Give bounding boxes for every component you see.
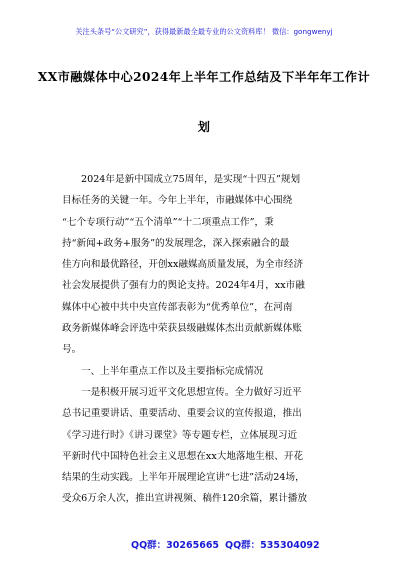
footer-qq-group-1: QQ群：30265665 [131, 540, 220, 551]
body-line: 媒体中心被中共中央宣传部表彰为“优秀单位”，在河南 [62, 301, 293, 313]
body-line: 结果的生动实践。上半年开展理论宣讲“七进”活动24场， [62, 472, 305, 484]
body-line: 佳方向和最优路径，开创xx融媒高质量发展，为全市经济 [62, 259, 304, 271]
body-line: 一是积极开展习近平文化思想宣传。全力做好习近平 [81, 386, 302, 398]
document-title-line-1: XX市融媒体中心2024年上半年工作总结及下半年年工作计 [37, 70, 371, 84]
body-line: 2024年是新中国成立75周年，是实现“十四五”规划 [81, 174, 301, 185]
body-line: 持“新闻+政务+服务”的发展理念，深入探索融合的最 [62, 237, 290, 249]
document-title-line-2: 划 [197, 120, 211, 134]
body-line: 受众6万余人次，推出宣讲视频、稿件120余篇，累计播放 [62, 493, 308, 505]
body-line: “七个专项行动”“五个清单”“十二项重点工作”，秉 [62, 216, 274, 228]
body-line: 目标任务的关键一年。今年上半年，市融媒体中心围绕 [62, 195, 293, 207]
body-line: 平新时代中国特色社会主义思想在xx大地落地生根、开花 [62, 450, 304, 462]
section-heading: 一、上半年重点工作以及主要指标完成情况 [81, 365, 264, 377]
body-line: 社会发展提供了强有力的舆论支持。2024年4月，xx市融 [62, 280, 305, 292]
body-line: 政务新媒体峰会评选中荣获县级融媒体杰出贡献新媒体账 [62, 323, 302, 335]
body-line: 号。 [62, 344, 82, 356]
body-line: 《学习进行时》《讲习课堂》等专题专栏，立体展现习近 [62, 429, 298, 441]
document-body [62, 169, 348, 510]
body-line: 总书记重要讲话、重要活动、重要会议的宣传报道，推出 [62, 408, 302, 420]
header-promo-note: 关注头条号“公文研究”，获得最新最全最专业的公文资料库！ 微信：gongwenyj [75, 27, 333, 36]
footer-qq-group-2: QQ群：535304092 [225, 540, 320, 551]
